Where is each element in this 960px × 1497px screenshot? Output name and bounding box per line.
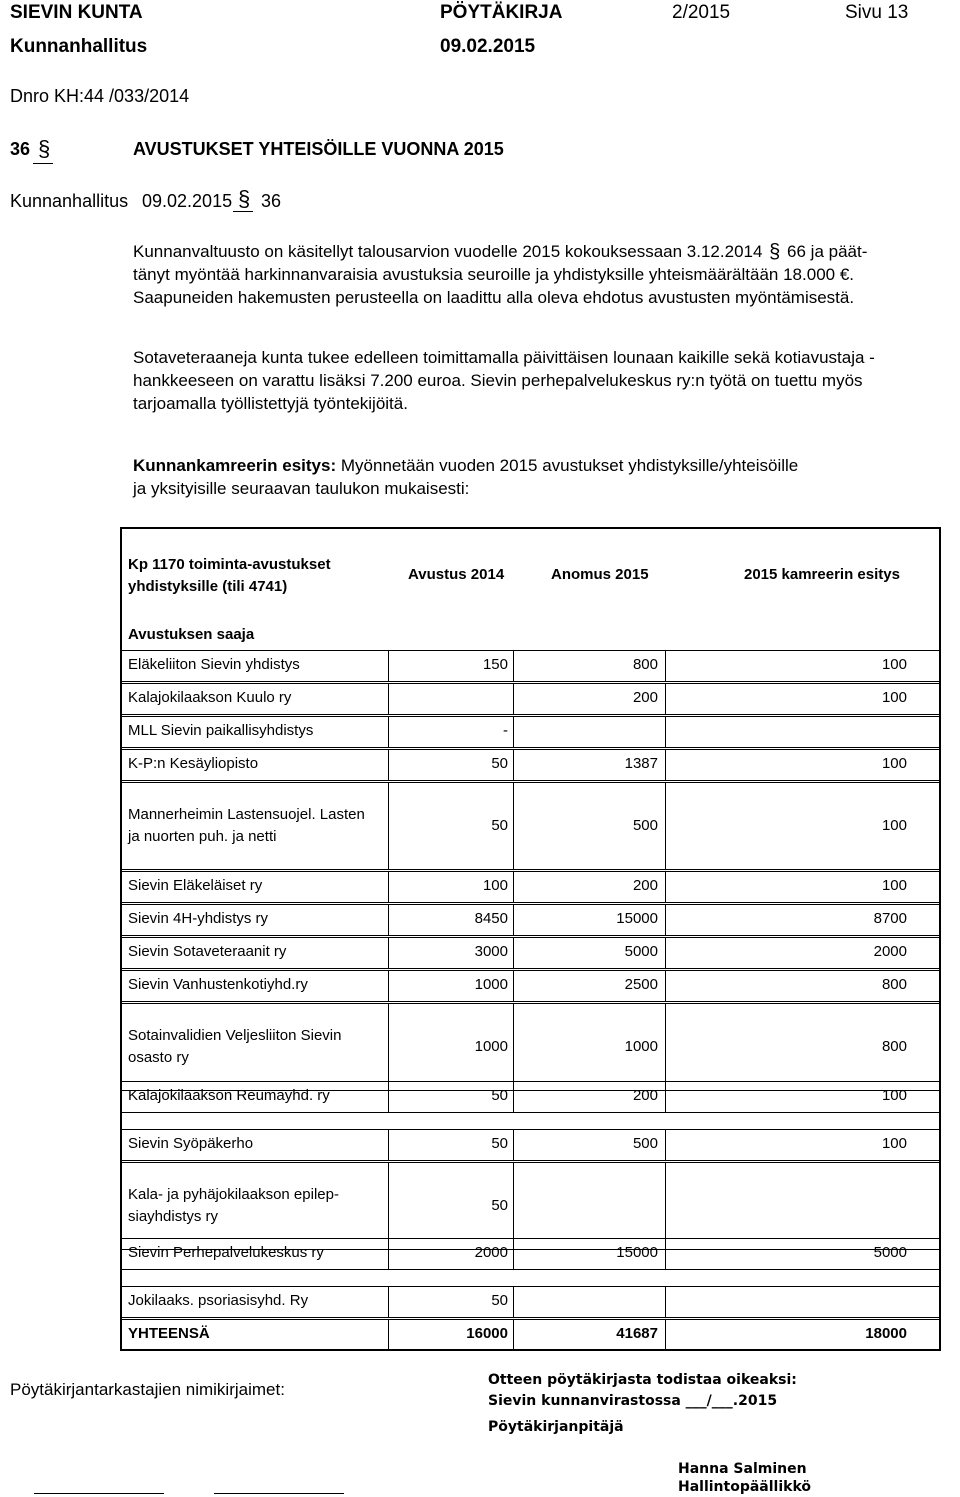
proposal-2015: 100	[881, 1135, 907, 1152]
signer-title: Hallintopäällikkö	[678, 1479, 812, 1495]
column-divider	[665, 904, 666, 936]
proposal	[133, 454, 953, 500]
paragraph-veterans-line2: hankkeeseen on varattu lisäksi 7.200 euroa. Sievin perhepalvelukeskus ry:n työtä on tuettu myös	[133, 371, 863, 390]
column-divider	[665, 650, 666, 682]
recipient-name-cont: siayhdistys ry	[128, 1208, 219, 1225]
certify-text: Otteen pöytäkirjasta todistaa oikeaksi:	[488, 1372, 797, 1388]
column-divider	[388, 749, 389, 781]
recipient-name: Sievin Vanhustenkotiyhd.ry	[128, 976, 308, 993]
column-divider	[665, 683, 666, 715]
grant-2014: 3000	[474, 943, 508, 960]
document-type: PÖYTÄKIRJA	[440, 2, 563, 23]
column-divider	[665, 716, 666, 748]
column-divider	[513, 782, 514, 870]
column-divider	[513, 1162, 514, 1250]
reference-body: Kunnanhallitus	[10, 191, 129, 211]
recipient-name: Sievin Eläkeläiset ry	[128, 877, 263, 894]
column-divider	[388, 683, 389, 715]
application-2015: 15000	[616, 1244, 658, 1261]
application-2015: 200	[632, 689, 658, 706]
column-divider	[513, 650, 514, 682]
recipient-name: Kalajokilaakson Kuulo ry	[128, 689, 292, 706]
total-2015: 41687	[616, 1325, 658, 1342]
recipient-name-cont: osasto ry	[128, 1049, 189, 1066]
document-number: 2/2015	[672, 2, 731, 23]
application-2015: 500	[632, 1135, 658, 1152]
paragraph-veterans	[133, 346, 953, 415]
total-label: YHTEENSÄ	[128, 1325, 210, 1342]
proposal-2015: 8700	[873, 910, 907, 927]
paragraph-veterans-line3: tarjoamalla työllistettyjä työntekijöitä.	[133, 394, 408, 413]
recipient-name: Sievin Syöpäkerho	[128, 1135, 254, 1152]
column-divider	[513, 871, 514, 903]
grant-2014: 1000	[474, 1038, 508, 1055]
application-2015: 2500	[624, 976, 658, 993]
recipient-name: Kala- ja pyhäjokilaakson epilep-	[128, 1186, 339, 1203]
total-2014: 16000	[466, 1325, 508, 1342]
column-divider	[665, 871, 666, 903]
reference-section-sign: §	[238, 186, 251, 211]
recipient-name: Jokilaaks. psoriasisyhd. Ry	[128, 1292, 309, 1309]
paragraph-budget-line3: Saapuneiden hakemusten perusteella on laadittu alla oleva ehdotus avustusten myöntämisestä.	[133, 288, 855, 307]
column-divider	[388, 1129, 389, 1161]
application-2015: 5000	[624, 943, 658, 960]
reference-date: 09.02.2015	[142, 191, 233, 211]
keeper-text: Pöytäkirjanpitäjä	[488, 1419, 624, 1435]
paragraph-section-sign: §	[769, 241, 781, 263]
reference-underline	[233, 211, 253, 212]
proposal-line1: Myönnetään vuoden 2015 avustukset yhdistyksille/yhteisöille	[340, 456, 799, 475]
grant-2014: 1000	[474, 976, 508, 993]
signature-line-2	[214, 1493, 344, 1494]
application-2015: 1000	[624, 1038, 658, 1055]
proposal-2015: 100	[881, 656, 907, 673]
proposal-line2: ja yksityisille seuraavan taulukon mukaisesti:	[133, 479, 470, 498]
column-divider	[388, 1238, 389, 1270]
grant-2014: -	[503, 722, 508, 739]
recipient-name: MLL Sievin paikallisyhdistys	[128, 722, 314, 739]
column-divider	[513, 1286, 514, 1318]
proposal-2015: 100	[881, 1087, 907, 1104]
meeting-body: Kunnanhallitus	[10, 36, 148, 57]
paragraph-budget-line1a: Kunnanvaltuusto on käsitellyt talousarvion vuodelle 2015 kokouksessaan 3.12.2014	[133, 242, 763, 261]
reference-number: 36	[261, 191, 282, 211]
grant-2014: 50	[491, 817, 508, 834]
table-header-2014: Avustus 2014	[408, 566, 505, 583]
grant-2014: 50	[491, 1135, 508, 1152]
recipient-name: Kalajokilaakson Reumayhd. ry	[128, 1087, 330, 1104]
grant-2014: 2000	[474, 1244, 508, 1261]
column-divider	[388, 1286, 389, 1318]
table-header-title-1: Kp 1170 toiminta-avustukset	[128, 556, 331, 573]
recipient-name: Eläkeliiton Sievin yhdistys	[128, 656, 300, 673]
table-header-2015: Anomus 2015	[551, 566, 649, 583]
municipality-name: SIEVIN KUNTA	[10, 2, 143, 23]
paragraph-budget-line2: tänyt myöntää harkinnanvaraisia avustuksia seuroille ja yhdistyksille yhteismäärältään 18.000 €.	[133, 265, 854, 284]
grant-2014: 150	[482, 656, 508, 673]
column-divider	[388, 1003, 389, 1091]
proposal-2015: 2000	[873, 943, 907, 960]
column-divider	[513, 1003, 514, 1091]
column-divider	[665, 782, 666, 870]
column-divider	[513, 1238, 514, 1270]
column-divider	[665, 1286, 666, 1318]
section-sign: §	[38, 136, 51, 161]
table-header-title-2: yhdistyksille (tili 4741)	[128, 578, 288, 595]
column-divider	[513, 749, 514, 781]
paragraph-budget-line1b: 66 ja päät-	[787, 242, 868, 261]
grant-2014: 50	[491, 1197, 508, 1214]
column-divider	[388, 716, 389, 748]
grant-2014: 100	[482, 877, 508, 894]
column-divider	[388, 871, 389, 903]
column-divider	[388, 1081, 389, 1113]
proposal-2015: 5000	[873, 1244, 907, 1261]
application-2015: 1387	[624, 755, 658, 772]
column-divider	[513, 716, 514, 748]
recipient-name: Mannerheimin Lastensuojel. Lasten	[128, 806, 365, 823]
application-2015: 200	[632, 877, 658, 894]
section-title: AVUSTUKSET YHTEISÖILLE VUONNA 2015	[133, 139, 504, 159]
column-divider	[665, 1003, 666, 1091]
recipient-name-cont: ja nuorten puh. ja netti	[128, 828, 277, 845]
application-2015: 800	[632, 656, 658, 673]
application-2015: 15000	[616, 910, 658, 927]
paragraph-veterans-line1: Sotaveteraaneja kunta tukee edelleen toimittamalla päivittäisen lounaan kaikille sekä kotiavustaja -	[133, 348, 875, 367]
column-divider	[513, 970, 514, 1002]
column-divider	[388, 782, 389, 870]
office-text: Sievin kunnanvirastossa ___/___.2015	[488, 1393, 778, 1409]
grant-2014: 50	[491, 1087, 508, 1104]
proposal-2015: 100	[881, 689, 907, 706]
recipient-name: K-P:n Kesäyliopisto	[128, 755, 259, 772]
column-divider	[513, 1129, 514, 1161]
meeting-date: 09.02.2015	[440, 36, 536, 57]
signature-line-1	[34, 1493, 164, 1494]
column-divider	[513, 904, 514, 936]
proposal-2015: 100	[881, 755, 907, 772]
total-esitys: 18000	[865, 1325, 907, 1342]
column-divider	[665, 937, 666, 969]
column-divider	[665, 970, 666, 1002]
section-number: 36	[10, 139, 31, 159]
application-2015: 200	[632, 1087, 658, 1104]
column-divider	[665, 749, 666, 781]
proposal-2015: 100	[881, 877, 907, 894]
grant-2014: 50	[491, 755, 508, 772]
column-divider	[513, 683, 514, 715]
recipient-name: Sotainvalidien Veljesliiton Sievin	[128, 1027, 342, 1044]
column-divider	[665, 1129, 666, 1161]
column-divider	[388, 650, 389, 682]
section-underline	[33, 163, 53, 164]
column-divider	[513, 1081, 514, 1113]
recipient-name: Sievin Sotaveteraanit ry	[128, 943, 287, 960]
column-divider	[388, 937, 389, 969]
table-header-esitys: 2015 kamreerin esitys	[744, 566, 900, 583]
application-2015: 500	[632, 817, 658, 834]
proposal-2015: 800	[881, 976, 907, 993]
column-divider	[388, 1162, 389, 1250]
paragraph-budget	[133, 240, 953, 309]
proposal-label: Kunnankamreerin esitys:	[133, 456, 337, 475]
table-total-row	[122, 1319, 939, 1351]
table-subheader: Avustuksen saaja	[128, 626, 255, 643]
recipient-name: Sievin Perhepalvelukeskus ry	[128, 1244, 324, 1261]
column-divider	[665, 1162, 666, 1250]
column-divider	[388, 970, 389, 1002]
column-divider	[513, 937, 514, 969]
dnro: Dnro KH:44 /033/2014	[10, 86, 190, 106]
grant-2014: 50	[491, 1292, 508, 1309]
table-row	[122, 1162, 939, 1250]
page-number: Sivu 13	[845, 2, 909, 23]
checkers-label: Pöytäkirjantarkastajien nimikirjaimet:	[10, 1380, 285, 1399]
column-divider	[388, 904, 389, 936]
column-divider	[665, 1238, 666, 1270]
proposal-2015: 800	[881, 1038, 907, 1055]
column-divider	[665, 1081, 666, 1113]
recipient-name: Sievin 4H-yhdistys ry	[128, 910, 269, 927]
signer-name: Hanna Salminen	[678, 1461, 807, 1477]
grant-2014: 8450	[474, 910, 508, 927]
proposal-2015: 100	[881, 817, 907, 834]
table-row	[122, 1003, 939, 1091]
